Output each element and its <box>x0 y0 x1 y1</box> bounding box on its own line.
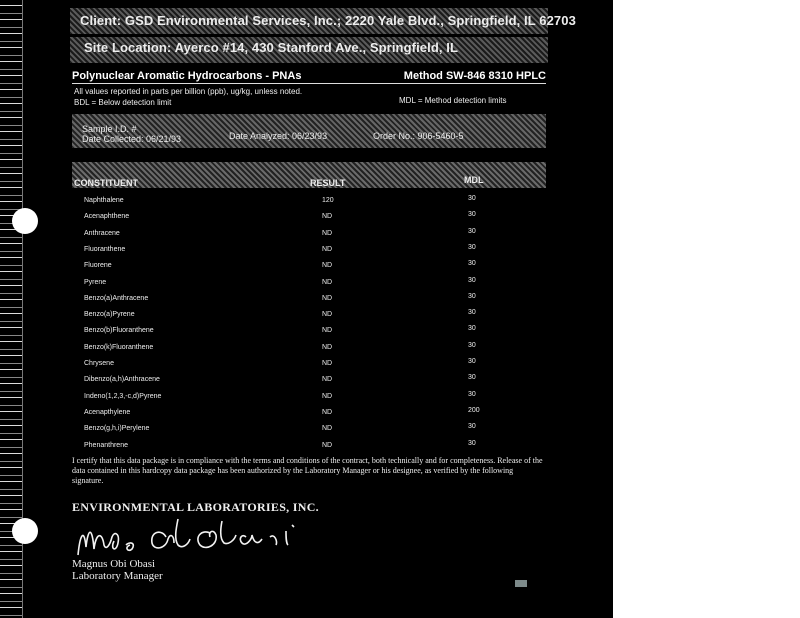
result-header: RESULT <box>310 178 346 188</box>
table-row <box>72 308 546 324</box>
table-row <box>72 276 546 292</box>
report-title-row <box>72 70 546 82</box>
constituent-cell: Acenapthylene <box>84 408 131 416</box>
result-cell: ND <box>322 278 333 286</box>
mdl-cell: 200 <box>468 406 480 414</box>
punch-hole-bottom <box>12 518 38 544</box>
result-cell: ND <box>322 360 333 367</box>
table-row <box>72 292 546 308</box>
result-cell: ND <box>322 392 333 400</box>
table-row <box>72 324 546 340</box>
constituent-cell: Pyrene <box>84 278 107 286</box>
table-row <box>72 259 546 275</box>
result-cell: ND <box>322 327 333 335</box>
mdl-header: MDL <box>464 175 484 185</box>
result-cell: ND <box>322 213 333 221</box>
constituent-cell: Benzo(g,h,i)Perylene <box>84 425 150 433</box>
table-row <box>72 373 546 389</box>
result-cell: 120 <box>322 197 334 204</box>
result-cell: ND <box>322 425 333 433</box>
constituent-cell: Benzo(a)Pyrene <box>84 311 135 319</box>
result-cell: ND <box>322 441 333 449</box>
result-cell: ND <box>322 245 333 253</box>
constituent-cell: Acenaphthene <box>84 213 130 221</box>
result-cell: ND <box>322 376 333 384</box>
mdl-cell: 30 <box>468 341 476 349</box>
constituent-cell: Benzo(k)Fluoranthene <box>84 343 154 351</box>
table-row <box>72 210 546 226</box>
mdl-cell: 30 <box>468 260 476 268</box>
mdl-cell: 30 <box>468 358 476 365</box>
constituent-cell: Dibenzo(a,h)Anthracene <box>84 376 160 384</box>
mdl-note: MDL = Method detection limits <box>399 96 507 105</box>
mdl-cell: 30 <box>468 374 476 382</box>
table-row <box>72 227 546 243</box>
result-cell: ND <box>322 229 333 237</box>
sample-id: Sample I.D. # <box>82 124 137 134</box>
mdl-cell: 30 <box>468 276 476 284</box>
title-divider <box>72 83 546 84</box>
signer-name: Magnus Obi Obasi <box>72 558 156 570</box>
table-row <box>72 390 546 406</box>
mdl-cell: 30 <box>468 390 476 398</box>
constituent-cell: Naphthalene <box>84 197 124 204</box>
constituent-cell: Benzo(b)Fluoranthene <box>84 327 154 335</box>
table-row <box>72 243 546 259</box>
constituent-cell: Benzo(a)Anthracene <box>84 294 149 302</box>
constituent-cell: Fluorene <box>84 262 112 270</box>
constituent-cell: Indeno(1,2,3,-c,d)Pyrene <box>84 392 162 400</box>
date-collected: Date Collected: 06/21/93 <box>82 134 182 144</box>
site-location-line: Site Location: Ayerco #14, 430 Stanford Ave., Springfield, IL <box>84 40 459 55</box>
constituent-cell: Anthracene <box>84 229 120 237</box>
result-cell: ND <box>322 311 333 319</box>
constituent-cell: Fluoranthene <box>84 245 126 253</box>
result-cell: ND <box>322 408 333 416</box>
constituent-cell: Phenanthrene <box>84 441 128 449</box>
result-cell: ND <box>322 262 333 270</box>
punch-hole-top <box>12 208 38 234</box>
constituent-header: CONSTITUENT <box>74 178 138 188</box>
mdl-cell: 30 <box>468 243 476 251</box>
units-note: All values reported in parts per billion (ppb), ug/kg, unless noted. <box>74 87 303 96</box>
result-cell: ND <box>322 294 333 302</box>
mdl-cell: 30 <box>468 423 476 431</box>
bdl-note: BDL = Below detection limit <box>74 98 172 107</box>
client-line: Client: GSD Environmental Services, Inc.; 2220 Yale Blvd., Springfield, IL 62703 <box>80 13 576 28</box>
mdl-cell: 30 <box>468 439 476 447</box>
table-row <box>72 439 546 455</box>
mdl-cell: 30 <box>468 211 476 219</box>
signer-block <box>72 558 163 582</box>
report-method: Method SW-846 8310 HPLC <box>403 70 546 82</box>
certification-statement: I certify that this data package is in compliance with the terms and conditions of the contract, both technically and for completeness. Release of the data contained in this hardcopy data package has been authorized by the Laboratory Manager or his designee, as verified by the following signature. <box>72 456 543 485</box>
constituent-cell: Chrysene <box>84 360 114 367</box>
table-row <box>72 422 546 438</box>
mdl-cell: 30 <box>468 227 476 235</box>
order-number: Order No.: 906-5460-5 <box>373 131 464 141</box>
table-row <box>72 194 546 210</box>
mdl-cell: 30 <box>468 325 476 333</box>
signer-title: Laboratory Manager <box>72 570 163 582</box>
laboratory-name: ENVIRONMENTAL LABORATORIES, INC. <box>72 500 319 514</box>
table-row <box>72 357 546 373</box>
mdl-cell: 30 <box>468 309 476 317</box>
corner-mark <box>515 580 527 587</box>
signature-image <box>70 515 330 560</box>
table-row <box>72 406 546 422</box>
table-row <box>72 341 546 357</box>
report-title: Polynuclear Aromatic Hydrocarbons - PNAs <box>72 70 302 82</box>
mdl-cell: 30 <box>468 292 476 300</box>
date-analyzed: Date Analyzed: 06/23/93 <box>229 131 328 141</box>
result-cell: ND <box>322 343 333 351</box>
mdl-cell: 30 <box>468 195 476 202</box>
